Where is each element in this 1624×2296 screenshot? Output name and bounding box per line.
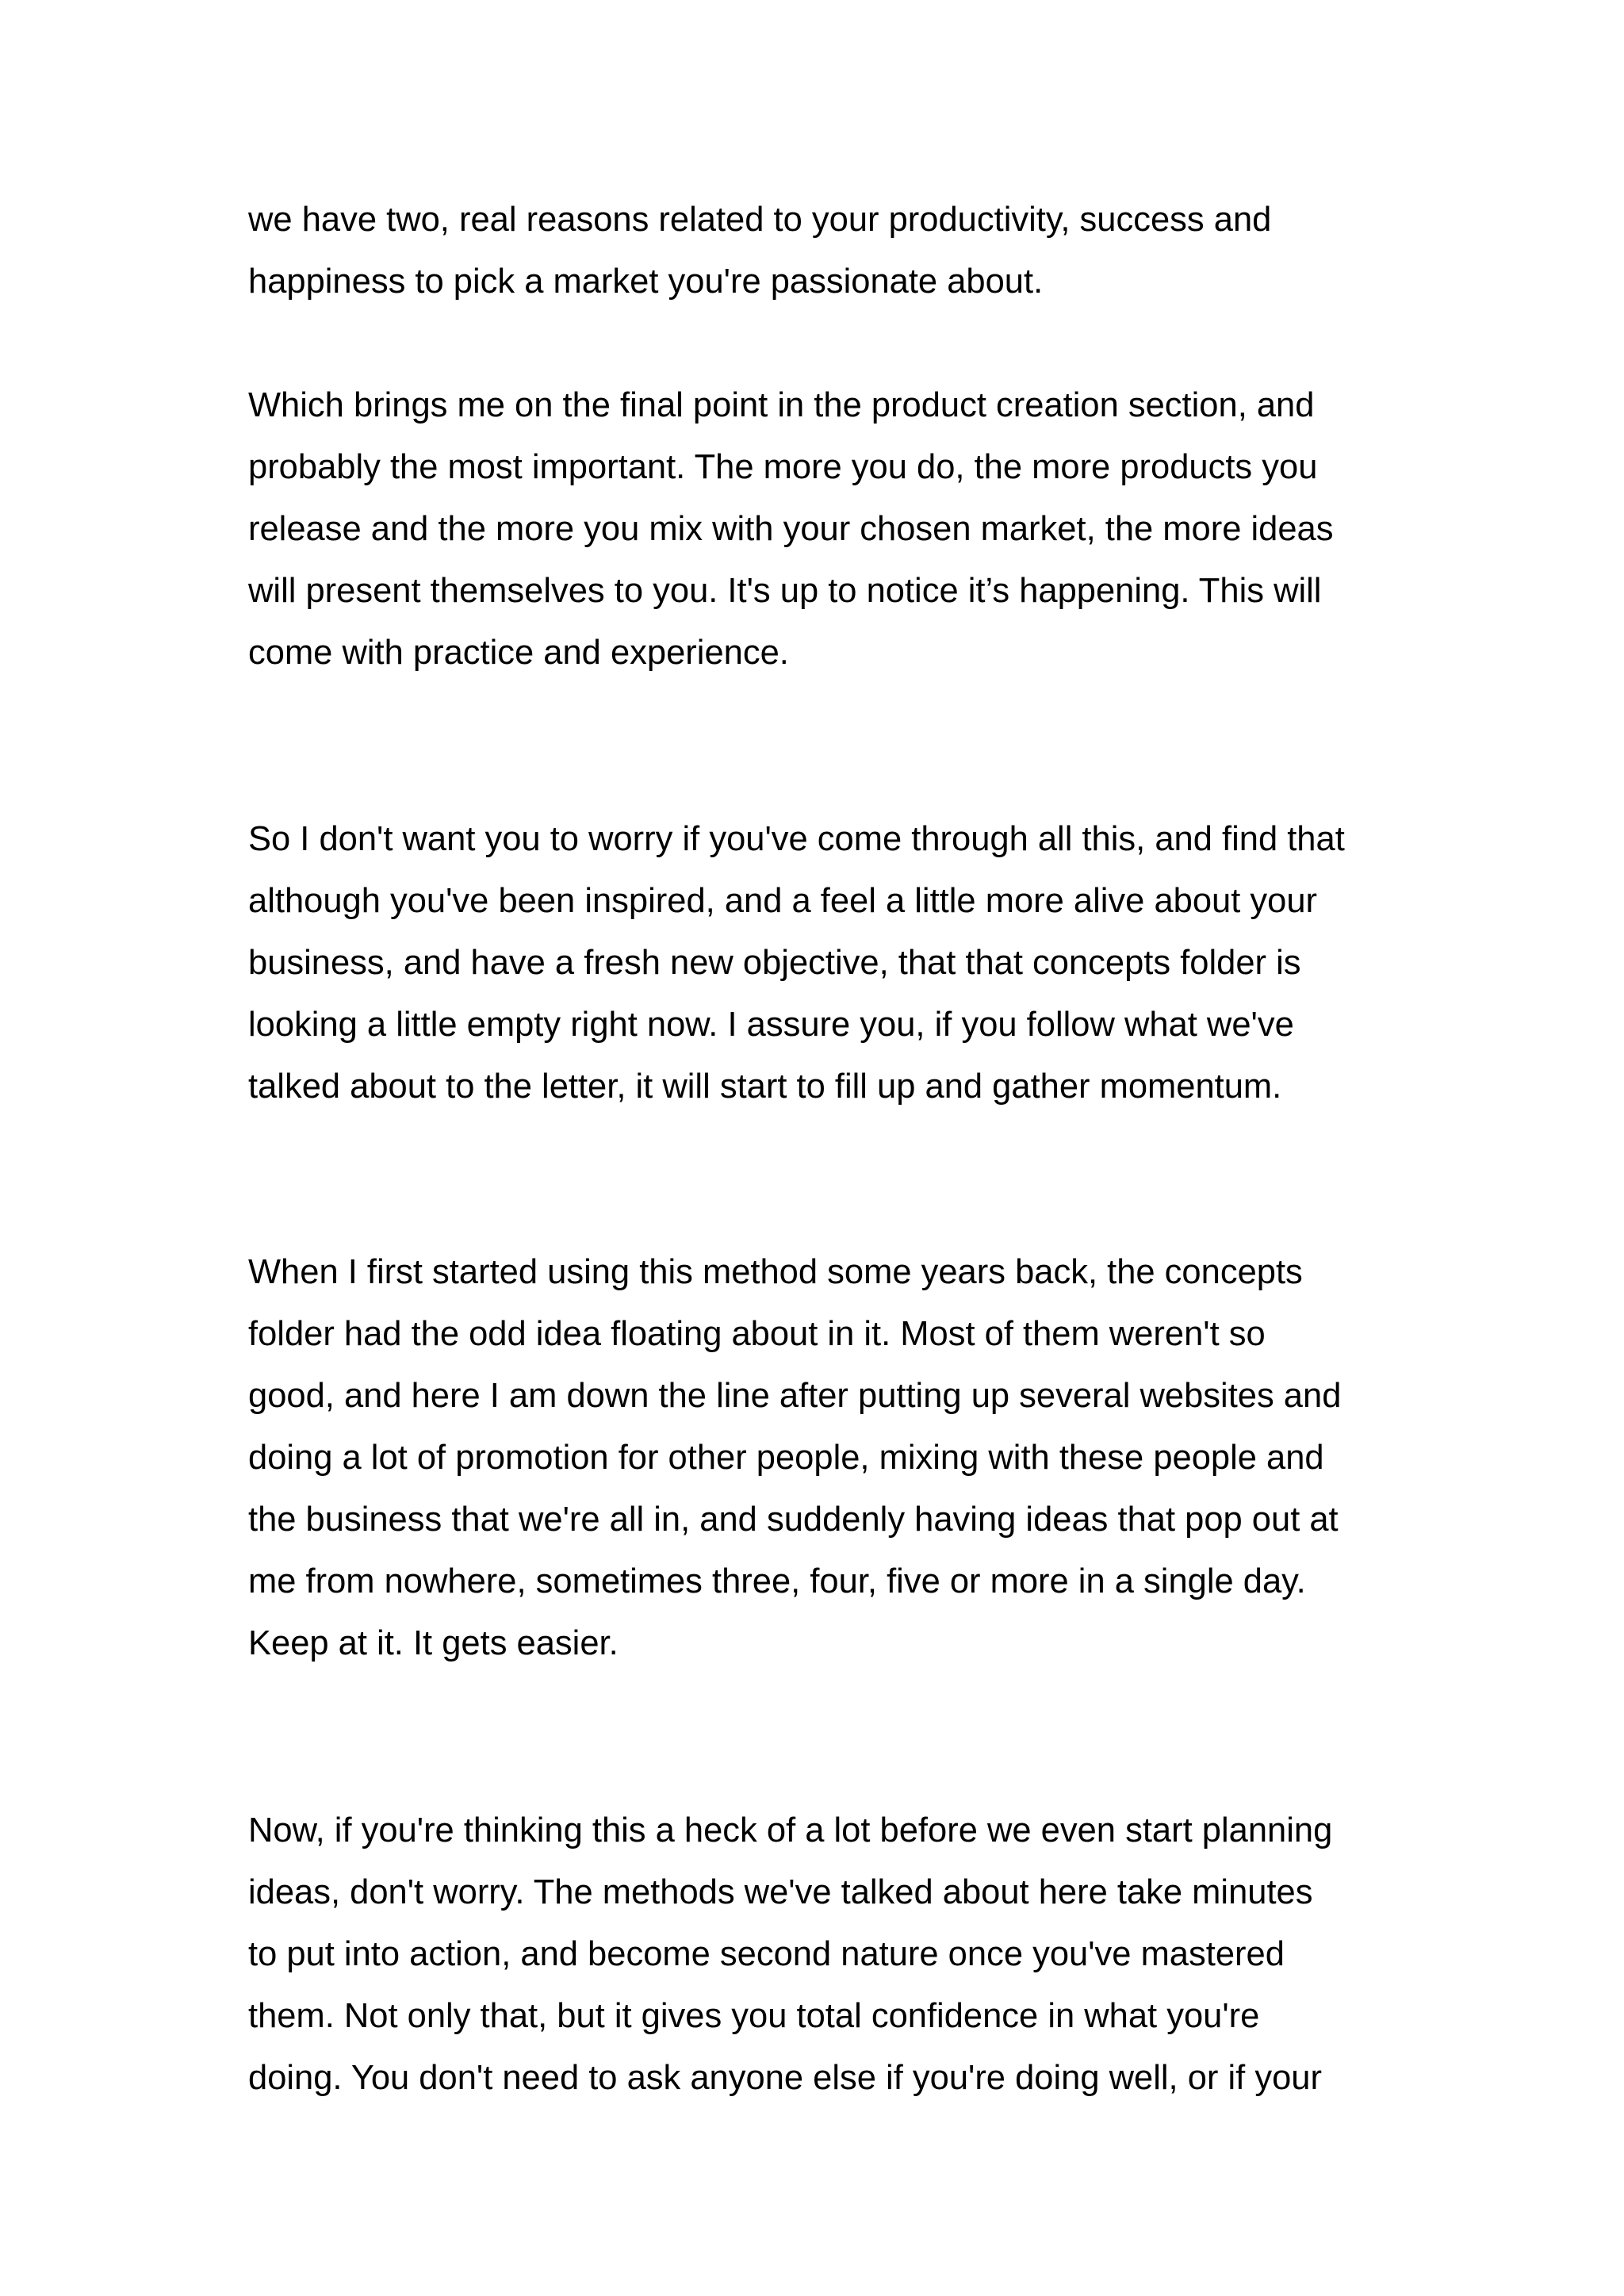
text-line: come with practice and experience. <box>248 634 789 672</box>
text-line: doing a lot of promotion for other people, mixing with these people and <box>248 1439 1324 1477</box>
text-line: Which brings me on the final point in the product creation section, and <box>248 386 1315 424</box>
text-line: When I first started using this method some years back, the concepts <box>248 1253 1303 1291</box>
text-line: folder had the odd idea floating about in it. Most of them weren't so <box>248 1315 1266 1353</box>
paragraph <box>248 808 1414 1117</box>
text-line: them. Not only that, but it gives you total confidence in what you're <box>248 1997 1260 2035</box>
text-line: release and the more you mix with your chosen market, the more ideas <box>248 510 1334 548</box>
text-line: ideas, don't worry. The methods we've talked about here take minutes <box>248 1873 1313 1911</box>
text-line: to put into action, and become second nature once you've mastered <box>248 1935 1285 1973</box>
paragraph <box>248 189 1414 312</box>
text-line: business, and have a fresh new objective, that that concepts folder is <box>248 944 1301 982</box>
paragraph <box>248 374 1414 684</box>
text-line: me from nowhere, sometimes three, four, five or more in a single day. <box>248 1562 1306 1600</box>
paragraph <box>248 1241 1414 1674</box>
text-line: happiness to pick a market you're passionate about. <box>248 263 1044 301</box>
text-line: doing. You don't need to ask anyone else if you're doing well, or if your <box>248 2059 1322 2097</box>
text-line: good, and here I am down the line after putting up several websites and <box>248 1377 1342 1415</box>
text-line: will present themselves to you. It's up to notice it’s happening. This will <box>248 572 1322 610</box>
text-line: we have two, real reasons related to your productivity, success and <box>248 201 1272 239</box>
text-line: Now, if you're thinking this a heck of a lot before we even start planning <box>248 1811 1333 1849</box>
text-line: looking a little empty right now. I assure you, if you follow what we've <box>248 1006 1294 1044</box>
text-line: the business that we're all in, and suddenly having ideas that pop out at <box>248 1501 1339 1539</box>
text-line: Keep at it. It gets easier. <box>248 1624 619 1662</box>
text-line: probably the most important. The more you do, the more products you <box>248 448 1318 486</box>
paragraph <box>248 1800 1414 2109</box>
text-line: talked about to the letter, it will start to fill up and gather momentum. <box>248 1068 1282 1106</box>
text-line: although you've been inspired, and a feel a little more alive about your <box>248 882 1318 920</box>
text-line: So I don't want you to worry if you've come through all this, and find that <box>248 820 1345 858</box>
